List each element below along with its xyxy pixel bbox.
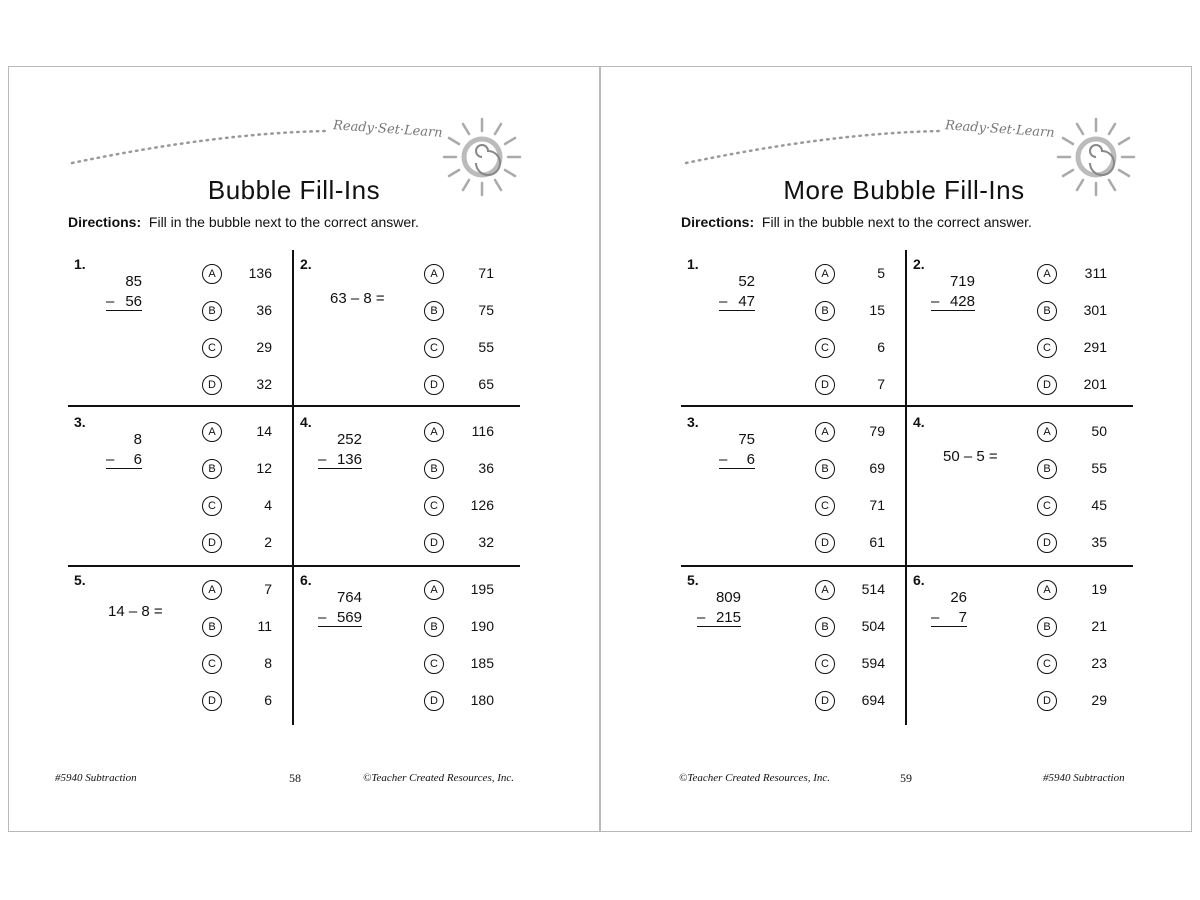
- subtrahend-row: [106, 451, 142, 469]
- subtrahend: 47: [738, 293, 755, 310]
- answer-option[interactable]: [424, 459, 494, 481]
- answer-option[interactable]: [1037, 264, 1107, 286]
- brand-logo-text: Ready·Set·Learn: [332, 118, 444, 141]
- subtrahend-row: [719, 451, 755, 469]
- answer-bubble-icon[interactable]: D: [424, 691, 444, 711]
- answer-option[interactable]: [202, 301, 272, 323]
- vertical-subtraction: [719, 431, 755, 469]
- minuend: 75: [738, 431, 755, 448]
- answer-value: 14: [256, 423, 272, 439]
- answer-option[interactable]: [815, 338, 885, 360]
- problem-number: 3.: [74, 414, 86, 430]
- minus-sign: –: [318, 451, 327, 468]
- vertical-subtraction: [697, 589, 741, 627]
- answer-value: 69: [869, 460, 885, 476]
- answer-value: 36: [256, 302, 272, 318]
- answer-bubble-icon[interactable]: C: [424, 338, 444, 358]
- subtrahend: 136: [336, 451, 362, 468]
- problem-number: 6.: [300, 572, 312, 588]
- answer-bubble-icon[interactable]: A: [424, 422, 444, 442]
- answer-value: 5: [877, 265, 885, 281]
- vertical-subtraction: [106, 431, 142, 469]
- vertical-subtraction: [318, 589, 362, 627]
- answer-bubble-icon[interactable]: A: [424, 580, 444, 600]
- answer-option[interactable]: [202, 264, 272, 286]
- answer-bubble-icon[interactable]: A: [1037, 422, 1057, 442]
- page-title: Bubble Fill-Ins: [207, 175, 381, 205]
- answer-option[interactable]: [202, 580, 272, 602]
- minus-sign: –: [106, 293, 115, 310]
- subtrahend-row: [318, 609, 362, 627]
- answer-option[interactable]: [1037, 301, 1107, 323]
- answer-value: 23: [1091, 655, 1107, 671]
- problem-cell: [907, 408, 1131, 566]
- answer-bubble-icon[interactable]: B: [424, 617, 444, 637]
- answer-value: 8: [264, 655, 272, 671]
- answer-option[interactable]: [424, 338, 494, 360]
- answer-value: 12: [256, 460, 272, 476]
- answer-option[interactable]: [815, 459, 885, 481]
- directions-label: Directions:: [68, 214, 142, 230]
- problem-number: 6.: [913, 572, 925, 588]
- answer-bubble-icon[interactable]: D: [815, 533, 835, 553]
- answer-option[interactable]: [1037, 338, 1107, 360]
- answer-value: 75: [478, 302, 494, 318]
- problem-number: 1.: [687, 256, 699, 272]
- answer-option[interactable]: [815, 301, 885, 323]
- answer-bubble-icon[interactable]: B: [424, 459, 444, 479]
- directions-label: Directions:: [681, 214, 755, 230]
- answer-option[interactable]: [1037, 422, 1107, 444]
- answer-bubble-icon[interactable]: D: [1037, 375, 1057, 395]
- inline-subtraction: 50 – 5 =: [943, 448, 998, 465]
- answer-bubble-icon[interactable]: D: [1037, 691, 1057, 711]
- problem-cell: [681, 250, 905, 408]
- answer-bubble-icon[interactable]: C: [815, 496, 835, 516]
- minuend: 8: [133, 431, 142, 448]
- answer-bubble-icon[interactable]: D: [815, 375, 835, 395]
- minus-sign: –: [719, 293, 728, 310]
- answer-option[interactable]: [424, 422, 494, 444]
- answer-bubble-icon[interactable]: D: [1037, 533, 1057, 553]
- subtrahend-row: [106, 293, 142, 311]
- answer-option[interactable]: [815, 533, 885, 555]
- answer-bubble-icon[interactable]: C: [815, 654, 835, 674]
- problem-number: 5.: [74, 572, 86, 588]
- answer-option[interactable]: [424, 533, 494, 555]
- answer-bubble-icon[interactable]: D: [202, 533, 222, 553]
- answer-bubble-icon[interactable]: B: [815, 617, 835, 637]
- problem-number: 4.: [913, 414, 925, 430]
- answer-bubble-icon[interactable]: A: [1037, 264, 1057, 284]
- answer-bubble-icon[interactable]: D: [815, 691, 835, 711]
- answer-value: 180: [470, 692, 494, 708]
- answer-value: 29: [1091, 692, 1107, 708]
- answer-bubble-icon[interactable]: A: [202, 264, 222, 284]
- answer-bubble-icon[interactable]: C: [424, 654, 444, 674]
- answer-value: 514: [861, 581, 885, 597]
- answer-value: 311: [1084, 265, 1107, 281]
- answer-bubble-icon[interactable]: C: [1037, 338, 1057, 358]
- answer-bubble-icon[interactable]: D: [202, 691, 222, 711]
- answer-value: 79: [869, 423, 885, 439]
- vertical-subtraction: [931, 589, 967, 627]
- answer-value: 694: [861, 692, 885, 708]
- answer-option[interactable]: [815, 654, 885, 676]
- answer-value: 4: [264, 497, 272, 513]
- answer-value: 65: [478, 376, 494, 392]
- problem-number: 4.: [300, 414, 312, 430]
- page-number: 59: [900, 771, 912, 785]
- minuend: 85: [125, 273, 142, 290]
- footer-right: ©Teacher Created Resources, Inc.: [363, 772, 515, 784]
- answer-option[interactable]: [424, 580, 494, 602]
- subtrahend-row: [697, 609, 741, 627]
- answer-option[interactable]: [424, 496, 494, 518]
- answer-value: 504: [861, 618, 885, 634]
- answer-option[interactable]: [815, 617, 885, 639]
- problem-cell: [68, 408, 292, 566]
- vertical-subtraction: [719, 273, 755, 311]
- problem-grid: [681, 250, 1133, 725]
- answer-value: 195: [470, 581, 494, 597]
- answer-value: 6: [877, 339, 885, 355]
- page-number: 58: [289, 771, 301, 785]
- answer-option[interactable]: [202, 533, 272, 555]
- answer-option[interactable]: [202, 422, 272, 444]
- answer-option[interactable]: [202, 654, 272, 676]
- answer-option[interactable]: [202, 338, 272, 360]
- problem-cell: [907, 566, 1131, 724]
- answer-option[interactable]: [815, 264, 885, 286]
- directions: [681, 214, 1032, 230]
- answer-option[interactable]: [424, 264, 494, 286]
- directions-text: Fill in the bubble next to the correct answer.: [148, 214, 419, 230]
- subtrahend-row: [318, 451, 362, 469]
- answer-bubble-icon[interactable]: C: [1037, 496, 1057, 516]
- answer-bubble-icon[interactable]: B: [202, 617, 222, 637]
- answer-option[interactable]: [424, 654, 494, 676]
- answer-bubble-icon[interactable]: D: [424, 533, 444, 553]
- answer-option[interactable]: [424, 375, 494, 397]
- minuend: 764: [336, 589, 362, 606]
- answer-option[interactable]: [815, 691, 885, 713]
- answer-option[interactable]: [424, 691, 494, 713]
- vertical-subtraction: [318, 431, 362, 469]
- inline-subtraction: 14 – 8 =: [108, 603, 163, 620]
- answer-bubble-icon[interactable]: A: [815, 264, 835, 284]
- answer-value: 136: [248, 265, 272, 281]
- answer-option[interactable]: [1037, 459, 1107, 481]
- problem-number: 3.: [687, 414, 699, 430]
- answer-bubble-icon[interactable]: C: [202, 338, 222, 358]
- answer-option[interactable]: [202, 691, 272, 713]
- problem-number: 1.: [74, 256, 86, 272]
- answer-option[interactable]: [815, 580, 885, 602]
- answer-value: 32: [478, 534, 494, 550]
- answer-bubble-icon[interactable]: D: [202, 375, 222, 395]
- answer-value: 2: [264, 534, 272, 550]
- answer-value: 21: [1091, 618, 1107, 634]
- problem-number: 2.: [300, 256, 312, 272]
- subtrahend: 7: [958, 609, 967, 626]
- answer-value: 36: [478, 460, 494, 476]
- minuend: 252: [336, 431, 362, 448]
- answer-value: 19: [1091, 581, 1107, 597]
- answer-bubble-icon[interactable]: A: [202, 580, 222, 600]
- answer-value: 11: [257, 618, 272, 634]
- subtrahend: 428: [949, 293, 975, 310]
- answer-value: 126: [470, 497, 494, 513]
- answer-option[interactable]: [1037, 375, 1107, 397]
- answer-bubble-icon[interactable]: C: [202, 496, 222, 516]
- answer-bubble-icon[interactable]: A: [815, 580, 835, 600]
- answer-bubble-icon[interactable]: B: [424, 301, 444, 321]
- answer-value: 6: [264, 692, 272, 708]
- answer-value: 291: [1083, 339, 1107, 355]
- minuend: 809: [715, 589, 741, 606]
- page-title: More Bubble Fill-Ins: [783, 175, 1025, 205]
- minus-sign: –: [931, 293, 940, 310]
- subtrahend: 6: [133, 451, 142, 468]
- answer-bubble-icon[interactable]: B: [202, 301, 222, 321]
- problem-cell: [681, 566, 905, 724]
- answer-value: 71: [478, 265, 494, 281]
- subtrahend: 56: [125, 293, 142, 310]
- problem-cell: [681, 408, 905, 566]
- answer-option[interactable]: [1037, 654, 1107, 676]
- minus-sign: –: [106, 451, 115, 468]
- answer-value: 50: [1091, 423, 1107, 439]
- answer-value: 201: [1083, 376, 1107, 392]
- subtrahend-row: [931, 609, 967, 627]
- answer-value: 594: [861, 655, 885, 671]
- answer-bubble-icon[interactable]: B: [1037, 301, 1057, 321]
- answer-value: 55: [1091, 460, 1107, 476]
- answer-bubble-icon[interactable]: B: [202, 459, 222, 479]
- minus-sign: –: [318, 609, 327, 626]
- problem-cell: [68, 250, 292, 408]
- vertical-subtraction: [931, 273, 975, 311]
- answer-option[interactable]: [1037, 617, 1107, 639]
- answer-option[interactable]: [815, 496, 885, 518]
- minuend: 52: [738, 273, 755, 290]
- problem-cell: [907, 250, 1131, 408]
- problem-grid: [68, 250, 520, 725]
- subtrahend: 215: [715, 609, 741, 626]
- answer-bubble-icon[interactable]: D: [424, 375, 444, 395]
- answer-bubble-icon[interactable]: B: [1037, 617, 1057, 637]
- answer-option[interactable]: [202, 375, 272, 397]
- problem-cell: [294, 566, 518, 724]
- brand-logo-text: Ready·Set·Learn: [944, 118, 1056, 141]
- left-page: [8, 66, 600, 832]
- answer-bubble-icon[interactable]: B: [815, 459, 835, 479]
- answer-option[interactable]: [815, 375, 885, 397]
- answer-option[interactable]: [1037, 496, 1107, 518]
- answer-bubble-icon[interactable]: A: [202, 422, 222, 442]
- answer-value: 32: [256, 376, 272, 392]
- answer-option[interactable]: [424, 301, 494, 323]
- answer-value: 35: [1091, 534, 1107, 550]
- answer-value: 7: [264, 581, 272, 597]
- answer-option[interactable]: [424, 617, 494, 639]
- answer-bubble-icon[interactable]: B: [1037, 459, 1057, 479]
- vertical-subtraction: [106, 273, 142, 311]
- minuend: 26: [950, 589, 967, 606]
- minus-sign: –: [719, 451, 728, 468]
- answer-option[interactable]: [1037, 691, 1107, 713]
- answer-bubble-icon[interactable]: C: [202, 654, 222, 674]
- directions-text: Fill in the bubble next to the correct answer.: [761, 214, 1032, 230]
- footer-right: #5940 Subtraction: [1043, 772, 1125, 784]
- answer-option[interactable]: [202, 496, 272, 518]
- answer-option[interactable]: [1037, 533, 1107, 555]
- answer-option[interactable]: [202, 459, 272, 481]
- directions: [68, 214, 419, 230]
- problem-number: 5.: [687, 572, 699, 588]
- problem-cell: [294, 408, 518, 566]
- problem-cell: [68, 566, 292, 724]
- answer-value: 301: [1083, 302, 1107, 318]
- answer-value: 15: [869, 302, 885, 318]
- inline-subtraction: 63 – 8 =: [330, 290, 385, 307]
- answer-bubble-icon[interactable]: C: [424, 496, 444, 516]
- subtrahend: 6: [746, 451, 755, 468]
- answer-value: 7: [877, 376, 885, 392]
- answer-value: 185: [470, 655, 494, 671]
- answer-value: 45: [1091, 497, 1107, 513]
- answer-bubble-icon[interactable]: A: [424, 264, 444, 284]
- subtrahend: 569: [336, 609, 362, 626]
- minus-sign: –: [697, 609, 706, 626]
- answer-value: 29: [256, 339, 272, 355]
- answer-bubble-icon[interactable]: C: [815, 338, 835, 358]
- subtrahend-row: [931, 293, 975, 311]
- answer-bubble-icon[interactable]: B: [815, 301, 835, 321]
- minuend: 719: [949, 273, 975, 290]
- problem-cell: [294, 250, 518, 408]
- answer-bubble-icon[interactable]: C: [1037, 654, 1057, 674]
- answer-value: 71: [869, 497, 885, 513]
- answer-option[interactable]: [815, 422, 885, 444]
- answer-bubble-icon[interactable]: A: [815, 422, 835, 442]
- answer-bubble-icon[interactable]: A: [1037, 580, 1057, 600]
- minus-sign: –: [931, 609, 940, 626]
- problem-number: 2.: [913, 256, 925, 272]
- answer-option[interactable]: [202, 617, 272, 639]
- right-page: [600, 66, 1192, 832]
- answer-option[interactable]: [1037, 580, 1107, 602]
- answer-value: 190: [470, 618, 494, 634]
- answer-value: 61: [869, 534, 885, 550]
- answer-value: 116: [471, 423, 494, 439]
- footer-left: #5940 Subtraction: [55, 772, 137, 784]
- footer-left: ©Teacher Created Resources, Inc.: [679, 772, 831, 784]
- subtrahend-row: [719, 293, 755, 311]
- answer-value: 55: [478, 339, 494, 355]
